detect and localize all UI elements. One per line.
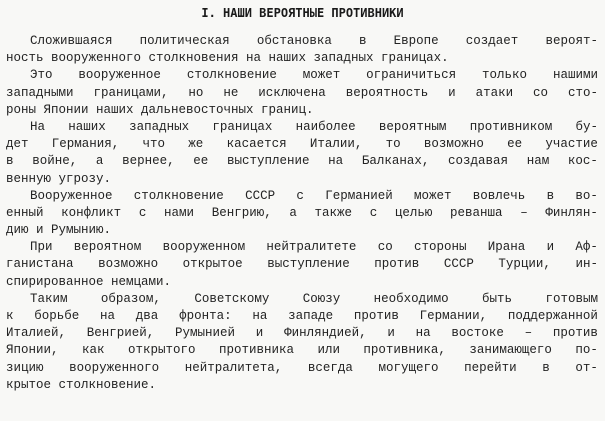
text-line: венную угрозу. [6,171,112,186]
text-line: к борьбе на два фронта: на западе против Германии, поддержанной [6,309,598,323]
text-line: Италией, Венгрией, Румынией и Финляндией, и на востоке – против [6,326,598,341]
text-line: енный конфликт с нами Венгрию, а также с целью реванша – Финлян- [6,205,598,220]
body-text [6,33,598,394]
text-line: Это вооруженное столкновение может ограничиться только нашими [30,68,598,83]
text-line: в войне, а вернее, ее выступление на Балканах, создавая нам кос- [6,154,598,169]
text-line: зицию вооруженного нейтралитета, всегда могущего перейти в от- [6,360,598,375]
text-line: ганистана возможно открытое выступление против СССР Турции, ин- [6,257,598,272]
text-line: На наших западных границах наиболее вероятным противником бу- [30,119,598,134]
text-line: ность вооруженного столкновения на наших западных границах. [6,51,449,66]
section-heading: I. НАШИ ВЕРОЯТНЫЕ ПРОТИВНИКИ [201,6,404,20]
text-line: дию и Румынию. [6,223,112,238]
text-line: Вооруженное столкновение СССР с Германией может вовлечь в во- [30,188,598,203]
text-line: Сложившаяся политическая обстановка в Европе создает вероят- [30,34,598,48]
text-line: Японии, как открытого противника или противника, занимающего по- [6,343,598,358]
text-line: крытое столкновение. [6,377,157,392]
text-line: спирированное немцами. [6,274,172,289]
text-line: При вероятном вооруженном нейтралитете со стороны Ирана и Аф- [30,240,598,255]
text-line: роны Японии наших дальневосточных границ. [6,102,314,117]
text-line: западными границами, но не исключена вероятность и атаки со сто- [6,85,598,100]
text-line: дет Германия, что же касается Италии, то возможно ее участие [6,137,598,152]
text-line: Таким образом, Советскому Союзу необходимо быть готовым [30,291,598,306]
